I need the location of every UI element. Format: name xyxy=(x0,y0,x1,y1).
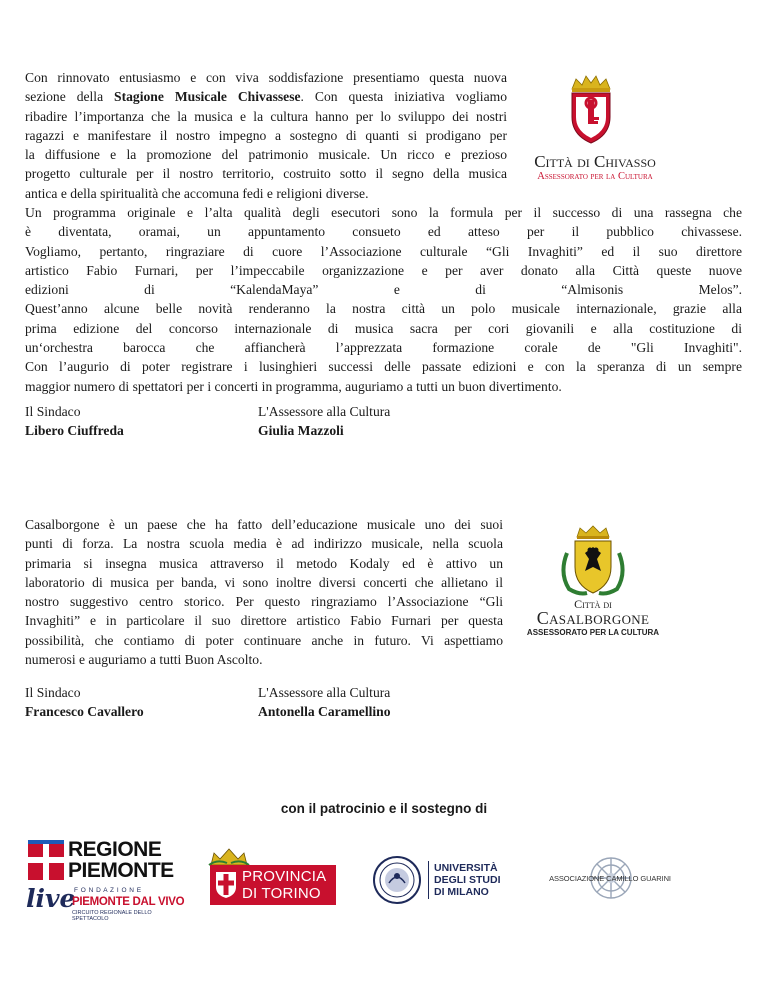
chivasso-signature-assessor xyxy=(258,402,390,440)
text-line: è diventata, oramai, un appuntamento consueto ed atteso per il pubblico chivassese. xyxy=(25,224,742,240)
text-line: maggior numero di spettatori per i concerti in programma, auguriamo a tutti un buon divertimento. xyxy=(25,378,562,394)
fondazione-top: F O N D A Z I O N E xyxy=(74,887,142,894)
text-line: Casalborgone è un paese che ha fatto dell’educazione musicale uno dei suoi xyxy=(25,517,503,532)
text-line: possibilità, che contiamo di poter continuare anche in futuro. Vi aspettiamo xyxy=(25,632,503,648)
text-line: Vogliamo, pertanto, ringraziare di cuore l’Associazione culturale “Gli Invaghiti” ed il suo direttore xyxy=(25,243,742,259)
patronage-heading: con il patrocinio e il sostegno di xyxy=(280,801,488,816)
chivasso-crest-icon xyxy=(566,73,616,145)
chivasso-signature-mayor xyxy=(25,402,124,440)
chivasso-intro xyxy=(25,68,507,203)
text-line: ragazzi e manifestare il nostro impegno a sostegno di quanti si prodigano per xyxy=(25,127,507,143)
provincia-line1: PROVINCIA xyxy=(242,868,327,885)
universita-line2: DEGLI STUDI xyxy=(434,874,501,886)
casalborgone-city-name xyxy=(522,597,664,637)
signature-role: Il Sindaco xyxy=(25,685,81,700)
signature-name: Francesco Cavallero xyxy=(25,704,144,719)
signature-role: L'Assessore alla Cultura xyxy=(258,685,391,700)
provincia-torino-logo xyxy=(207,845,337,907)
casalborgone-city-di: Città di xyxy=(574,597,612,611)
text-line: Quest’anno alcune belle novità renderanno la nostra città un polo musicale internazionale, grazie alla xyxy=(25,301,742,317)
provincia-line2: DI TORINO xyxy=(242,885,321,902)
casalborgone-assessorato: ASSESSORATO PER LA CULTURA xyxy=(526,628,660,637)
signature-role: L'Assessore alla Cultura xyxy=(258,404,391,419)
text-line: un‘orchestra barocca che affiancherà l’apprezzata formazione corale de "Gli Invaghiti". xyxy=(25,340,742,356)
provincia-crown-icon xyxy=(207,845,251,867)
signature-name: Libero Ciuffreda xyxy=(25,423,124,438)
casalborgone-text xyxy=(25,515,503,669)
text-fragment: sezione della xyxy=(25,89,115,105)
text-line: la diffusione e la promozione del patrimonio musicale. Un ricco e prezioso xyxy=(25,147,507,163)
text-line: laboratorio di musica per banda, vi sono inoltre diversi concerti che allietano il xyxy=(25,574,503,590)
text-line: Con rinnovato entusiasmo e con viva soddisfazione presentiamo questa nuova xyxy=(25,70,507,85)
text-line: prima edizione del concorso internazionale di musica sacra per cori giovanili e alla costituzione di xyxy=(25,320,742,336)
text-line: nostro suggestivo centro storico. Per questo ringraziamo l’Associazione “Gli xyxy=(25,594,503,610)
text-line: Con l’augurio di poter registrare i lusinghieri successi delle passate edizioni e con la speranza di un sempre xyxy=(25,359,742,375)
chivasso-city-title: Città di Chivasso xyxy=(534,152,656,171)
piemonte-flag-icon xyxy=(28,840,64,880)
signature-name: Antonella Caramellino xyxy=(258,704,391,719)
universita-line3: DI MILANO xyxy=(434,886,489,898)
fondazione-live-script: live xyxy=(26,884,76,913)
text-line: edizioni di “KalendaMaya” e di “Almisonis Melos”. xyxy=(25,282,742,298)
piemonte-dal-vivo-logo xyxy=(26,884,186,920)
text-line: Un programma originale e l’alta qualità degli esecutori sono la formula per il successo di una rassegna che xyxy=(25,205,742,220)
chivasso-assessorato: Assessorato per la Cultura xyxy=(537,171,653,182)
chivasso-city-name xyxy=(515,152,675,182)
casalborgone-signature-mayor xyxy=(25,683,144,721)
text-line: ribadire l’importanza che la musica e la cultura hanno per lo sviluppo dei nostri xyxy=(25,108,507,124)
text-line: numerosi e auguriamo a tutti Buon Ascolto. xyxy=(25,652,263,668)
regione-line1: REGIONE xyxy=(68,838,162,861)
signature-name: Giulia Mazzoli xyxy=(258,423,344,438)
text-line: punti di forza. La nostra scuola media è ad indirizzo musicale, nella scuola xyxy=(25,536,503,552)
text-line: Invaghiti” e in particolare il suo direttore artistico Fabio Furnari per questa xyxy=(25,613,503,629)
fondazione-main: PIEMONTE DAL VIVO xyxy=(72,896,185,908)
associazione-guarini-logo xyxy=(540,855,680,905)
chivasso-body xyxy=(25,203,742,396)
text-line: primaria si insegna musica attraverso il metodo Kodaly ed è attivo un xyxy=(25,555,503,571)
universita-seal-icon xyxy=(372,855,422,905)
text-line: antica e della spiritualità che accomuna fedi e religioni diverse. xyxy=(25,185,369,201)
universita-milano-logo xyxy=(372,855,512,907)
text-line: progetto culturale per il nostro territorio, costruito sotto il segno della musica xyxy=(25,166,507,182)
text-line xyxy=(25,87,507,106)
text-line: artistico Fabio Furnari, per l’impeccabile organizzazione e per aver donato alla Città queste nuove xyxy=(25,262,742,278)
fondazione-sub: CIRCUITO REGIONALE DELLO SPETTACOLO xyxy=(72,910,152,922)
highlight-text: Stagione Musicale Chivassese xyxy=(114,89,301,105)
universita-line1: UNIVERSITÀ xyxy=(434,862,498,874)
provincia-red-box xyxy=(210,865,336,905)
signature-role: Il Sindaco xyxy=(25,404,81,419)
casalborgone-city-title: Casalborgone xyxy=(536,608,650,628)
text-fragment: . Con questa iniziativa vogliamo xyxy=(300,89,507,105)
provincia-shield-icon xyxy=(215,871,237,899)
regione-line2: PIEMONTE xyxy=(68,859,174,882)
regione-piemonte-logo xyxy=(28,838,178,886)
guarini-text: ASSOCIAZIONE CAMILLO GUARINI xyxy=(549,874,671,883)
universita-divider xyxy=(428,861,429,899)
casalborgone-signature-assessor xyxy=(258,683,391,721)
casalborgone-crest-icon xyxy=(557,523,629,599)
